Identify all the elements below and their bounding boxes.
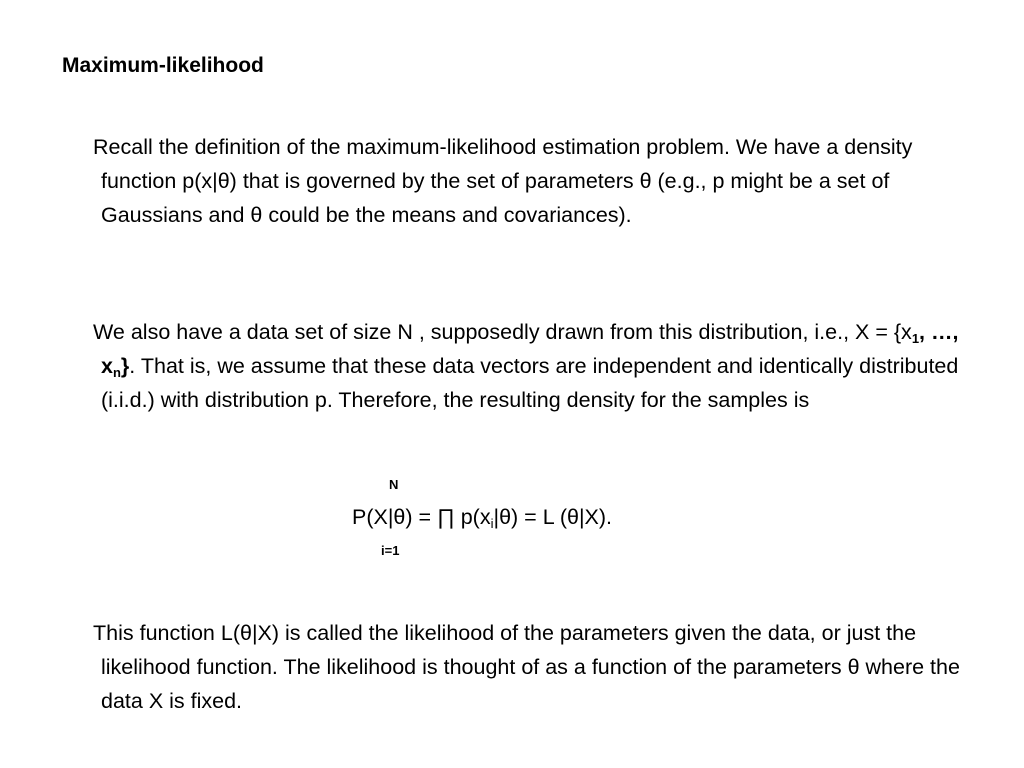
paragraph-dataset [93, 315, 981, 417]
subscript-n: n [112, 365, 121, 380]
product-lower-limit: i=1 [381, 543, 400, 558]
equation-right: |θ) = L (θ|X). [493, 505, 612, 529]
likelihood-equation [352, 502, 612, 532]
dataset-close-brace: } [120, 354, 130, 378]
equation-left: P(X|θ) = ∏ p(x [352, 505, 491, 529]
subscript-one: 1 [911, 331, 920, 346]
slide-title: Maximum-likelihood [62, 54, 264, 77]
equation-index: i [490, 516, 494, 531]
dataset-text-after: . That is, we assume that these data vectors are independent and identically distributed (i.i.d.) with distribution p. Therefore, the resulting density for the samples is [101, 354, 959, 412]
paragraph-likelihood-function: This function L(θ|X) is called the likelihood of the parameters given the data, or just the likelihood function. The likelihood is thought of as a function of the parameters θ where the data X is fixed. [93, 621, 960, 713]
paragraph-definition: Recall the definition of the maximum-likelihood estimation problem. We have a density function p(x|θ) that is governed by the set of parameters θ (e.g., p might be a set of Gaussians and θ could be the means and covariances). [93, 135, 913, 227]
dataset-text-before: We also have a data set of size N , supposedly drawn from this distribution, i.e., X = {x [93, 320, 912, 344]
dataset-ellipsis: , …, x [101, 320, 959, 378]
product-upper-limit: N [389, 477, 399, 492]
